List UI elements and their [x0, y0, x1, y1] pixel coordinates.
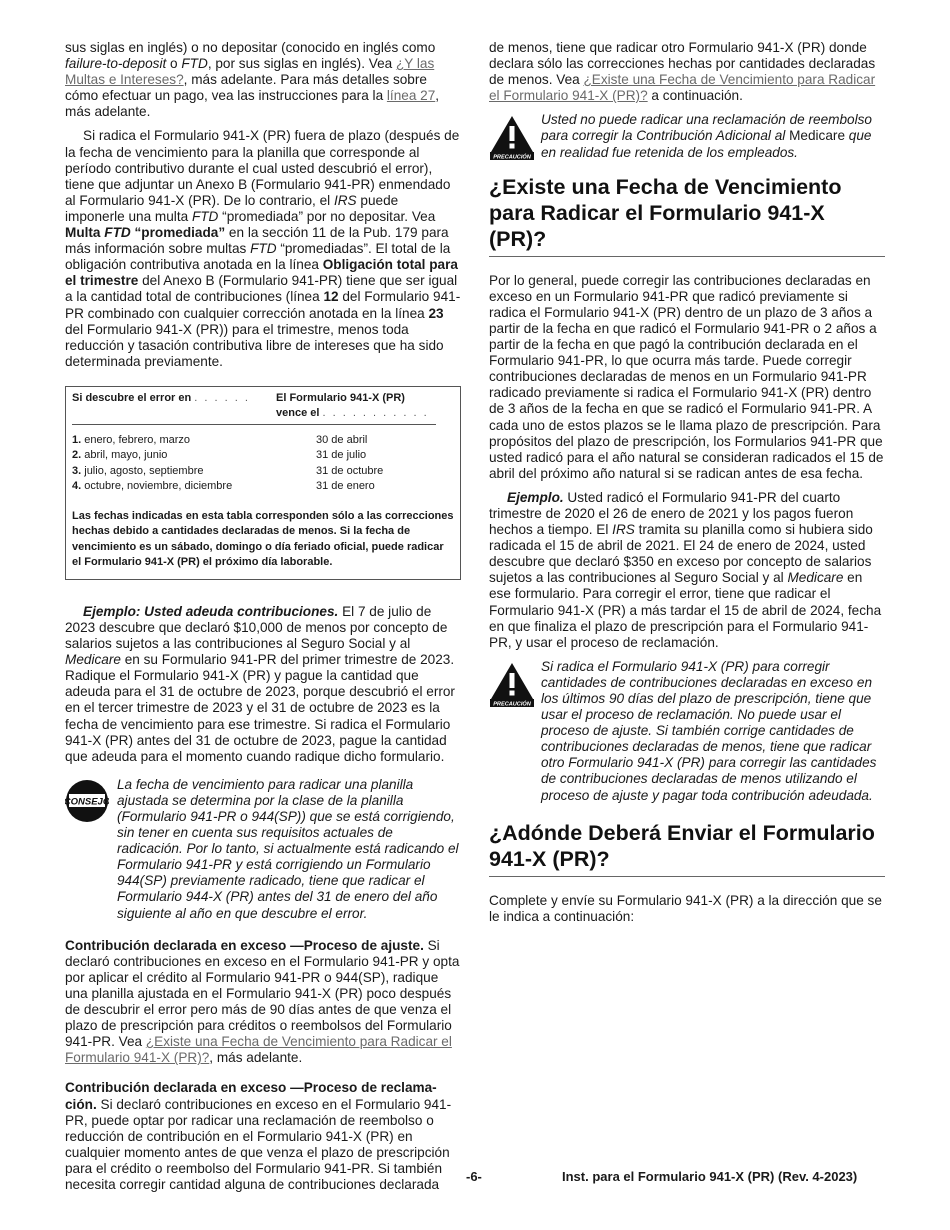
footer-document-title: Inst. para el Formulario 941-X (PR) (Rev. 4-2023) — [562, 1169, 858, 1184]
table-header-due-date: El Formulario 941-X (PR) vence el — [276, 391, 405, 420]
left-column — [65, 40, 461, 1193]
page-number: -6- — [466, 1169, 482, 1184]
adjustment-process-title: Contribución declarada en exceso —Proceso de ajuste. — [65, 937, 424, 953]
link-linea-27[interactable]: línea 27 — [386, 88, 436, 104]
paragraph-payment-details: sus siglas en inglés) o no depositar (conocido en inglés como failure-to-deposit o FTD, por sus siglas en inglés). Vea ¿Y las Multas e Intereses?, más adelante. Para más detalles sobre cómo efectuar un pago, vea las instrucciones para la línea 27, más adelante. — [65, 40, 440, 120]
heading-where-to-send: ¿Adónde Deberá Enviar el Formulario 941-X (PR)? — [489, 820, 885, 877]
table-note: Las fechas indicadas en esta tabla corresponden sólo a las correcciones hechas debido a cantidades declaradas de menos. Si la fecha de vencimiento es un sábado, domingo o día feriado oficial, puede radicar el Formulario 941-X (PR) el próximo día laborable. — [72, 509, 454, 569]
claim-process-title: Contribución declarada en exceso —Proceso de reclamación. — [65, 1080, 437, 1112]
table-row: 2. abril, mayo, junio 31 de julio — [72, 449, 367, 462]
paragraph-late-filing: Si radica el Formulario 941-X (PR) fuera de plazo (después de la fecha de vencimiento para la planilla que corresponde al período contributivo durante el cual usted descubrió el error), tiene que adjuntar un Anexo B (Formulario 941-PR) enmendado al Formulario 941-X (PR). De lo contrario, el IRS puede imponerle una multa FTD “promediada” por no depositar. Vea Multa FTD “promediada” en la sección 11 de la Pub. 179 para más información sobre multas FTD “promediadas”. El total de la obligación contributiva anotada en la línea Obligación total para el trimestre del Anexo B (Formulario 941-PR) tiene que ser igual a la cantidad total de contribuciones (línea 12 del Formulario 941-PR combinado con cualquier corrección anotada en la línea 23 del Formulario 941-X (PR)) para el trimestre, menos toda reducción y tasación contributiva libre de intereses que ha sido determinada previamente. — [65, 128, 461, 369]
paragraph-example-owe: Ejemplo: Usted adeuda contribuciones. El 7 de julio de 2023 descubre que declaró $10,000 de menos por concepto de salarios sujetos a las contribuciones al Seguro Social y al Medicare en su Formulario 941-PR del primer trimestre de 2023. Radique el Formulario 941-X (PR) y pague la cantidad que adeuda para el 31 de octubre de 2023, porque descubrió el error en el tercer trimestre de 2023 y el 31 de octubre de 2023 es la fecha de vencimiento para ese trimestre. Si radica el Formulario 941-X (PR) antes del 31 de octubre de 2023, pague la cantidad que adeuda para el momento cuando radique dicho formulario. — [65, 603, 455, 764]
due-date-table — [65, 386, 461, 580]
paragraph-where-to-send: Complete y envíe su Formulario 941-X (PR) a la dirección que se le indica a continuación: — [489, 892, 882, 924]
caution-icon — [489, 114, 535, 164]
caution-callout-medicare — [489, 112, 885, 160]
table-header: Si descubre el error en . . . . . . El Formulario 941-X (PR) vence el . . . . . . . . . . . — [72, 391, 454, 425]
paragraph-adjustment-process: Contribución declarada en exceso —Proceso de ajuste. Si declaró contribuciones en exceso en el Formulario 941-PR y opta por aplicar el crédito al Formulario 941-PR o 944(SP), radique una planilla ajustada en el Formulario 941-X (PR) poco después de descubrir el error pero más de 90 días antes de que venza el plazo de prescripción para créditos o reembolsos del Formulario 941-PR. Vea ¿Existe una Fecha de Vencimiento para Radicar el Formulario 941-X (PR)?, más adelante. — [65, 937, 460, 1066]
table-row: 4. octubre, noviembre, diciembre 31 de enero — [72, 480, 375, 493]
caution-text-medicare: Usted no puede radicar una reclamación de reembolso para corregir la Contribución Adicional al Medicare que en realidad fue retenida de los empleados. — [541, 112, 872, 160]
example-overreported-title: Ejemplo. — [507, 489, 564, 505]
tip-callout — [65, 777, 461, 922]
right-column — [489, 40, 885, 925]
link-due-date-section[interactable]: ¿Existe una Fecha de Vencimiento para Radicar el Formulario 941-X (PR)? — [65, 1034, 452, 1066]
example-owe-title: Ejemplo: Usted adeuda contribuciones. — [83, 603, 339, 619]
svg-text:PRECAUCIÓN: PRECAUCIÓN — [493, 701, 531, 707]
link-due-date-section-2[interactable]: ¿Existe una Fecha de Vencimiento para Radicar el Formulario 941-X (PR)? — [489, 72, 876, 104]
caution-callout-claim — [489, 659, 885, 804]
paragraph-claim-process: Contribución declarada en exceso —Proceso de reclamación. Si declaró contribuciones en exceso en el Formulario 941-PR, puede optar por radicar una reclamación de reembolso o reducción de contribución en el Formulario 941-X (PR) en cualquier momento antes de que venza el plazo de prescripción para el crédito o reembolso del Formulario 941-PR. Si también necesita corregir cantidad alguna de contribuciones declarada — [65, 1080, 452, 1192]
caution-icon — [489, 661, 535, 711]
tip-text: La fecha de vencimiento para radicar una planilla ajustada se determina por la clase de la planilla (Formulario 941-PR o 944(SP)) que se está corrigiendo, sin tener en cuenta sus requisitos actuales de radicación. Por lo tanto, si actualmente está radicando el Formulario 941-PR y está corrigiendo un Formulario 944(SP) previamente radicado, tiene que radicar el Formulario 944-X (PR) antes del 31 de enero del año siguiente al año en que descubre el error. — [117, 776, 459, 921]
heading-due-date: ¿Existe una Fecha de Vencimiento para Radicar el Formulario 941-X (PR)? — [489, 174, 885, 257]
paragraph-underreported-continuation: de menos, tiene que radicar otro Formulario 941-X (PR) donde declara sólo las correcciones hechas por cantidades declaradas de menos. Vea ¿Existe una Fecha de Vencimiento para Radicar el Formulario 941-X (PR)? a continuación. — [489, 40, 876, 104]
table-header-error-period: Si descubre el error en — [72, 391, 192, 404]
table-rows — [72, 433, 454, 495]
svg-text:CONSEJO: CONSEJO — [65, 796, 109, 808]
table-row: 3. julio, agosto, septiembre 31 de octubre — [72, 464, 384, 477]
link-multas-intereses[interactable]: ¿Y las Multas e Intereses? — [65, 56, 435, 88]
table-row: 1. enero, febrero, marzo 30 de abril — [72, 433, 368, 446]
paragraph-statute-limitations: Por lo general, puede corregir las contribuciones declaradas en exceso en un Formulario 941-PR que radicó previamente si radica el Formulario 941-X (PR) dentro de un plazo de 3 años a partir de la fecha en que radicó el Formulario 941-PR o 2 años a partir de la fecha en que pagó la contribución declarada en el Formulario 941-PR, lo que ocurra más tarde. Puede corregir contribuciones declaradas de menos en un Formulario 941-PR radicado previamente si radica el Formulario 941-X (PR) dentro de 3 años de la fecha en que se radicó el Formulario 941-PR. A cada uno de estos plazos se le llama plazo de prescripción. Para propósitos del plazo de prescripción, los Formularios 941-PR que usted radicó para el año natural se consideran radicados el 15 de abril del próximo año natural si se radican antes de esa fecha. — [489, 272, 884, 481]
tip-icon — [65, 779, 109, 827]
svg-text:PRECAUCIÓN: PRECAUCIÓN — [493, 154, 531, 161]
paragraph-example-overreported: Ejemplo. Usted radicó el Formulario 941-PR del cuarto trimestre de 2020 el 26 de enero de 2021 y los pagos fueron hechos a tiempo. El IRS tramita su planilla como si hubiera sido radicada el 15 de abril de 2021. El 24 de enero de 2024, usted descubre que declaró $350 en exceso por concepto de salarios sujetos a las contribuciones al Seguro Social y al Medicare en ese formulario. Para corregir el error, tiene que radicar el Formulario 941-X (PR) a más tardar el 15 de abril de 2024, fecha en que finaliza el plazo de prescripción para el Formulario 941-PR, y usar el proceso de reclamación. — [489, 489, 882, 650]
caution-text-claim: Si radica el Formulario 941-X (PR) para corregir cantidades de contribuciones declaradas en exceso en los últimos 90 días del plazo de prescripción, tiene que usar el proceso de reclamación. No puede usar el proceso de ajuste. Si también corrige cantidades de contribuciones declaradas de menos, tiene que radicar otro Formulario 941-X (PR) para corregir las cantidades de contribuciones declaradas de menos utilizando el proceso de ajuste y pagar toda contribución adeudada. — [541, 658, 877, 803]
